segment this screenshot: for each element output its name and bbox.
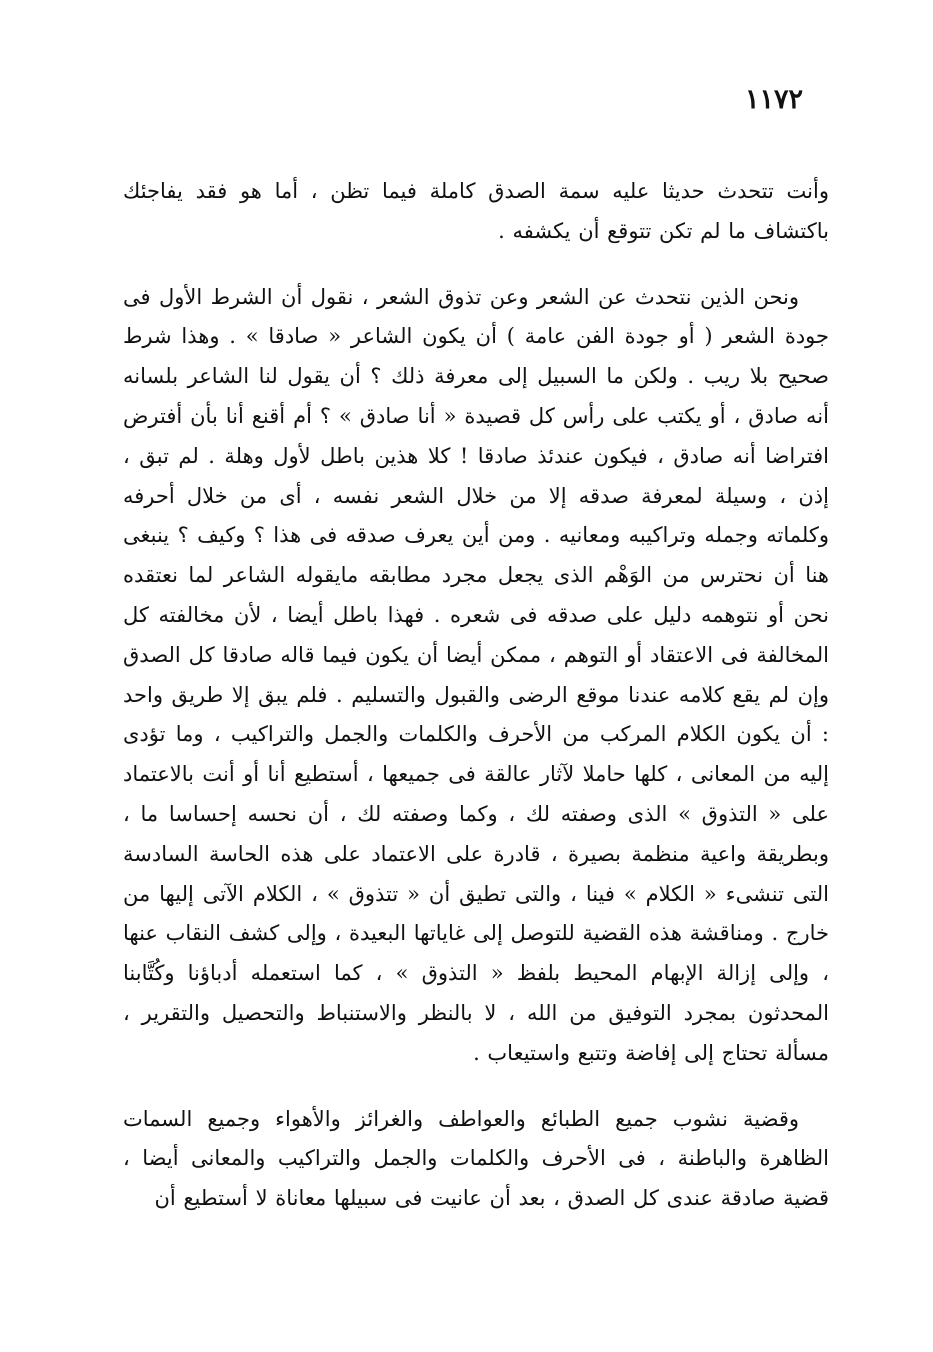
paragraph-final: وقضية نشوب جميع الطبائع والعواطف والغرائز والأهواء وجميع السمات الظاهرة والباطنة ، فى الأحرف والكلمات والجمل والتراكيب والمعانى أيضا ، قضية صادقة عندى كل الصدق ، بعد أن عانيت فى سبيلها معاناة لا أستطيع أن: [123, 1106, 829, 1211]
paragraph-main: ونحن الذين نتحدث عن الشعر وعن تذوق الشعر ، نقول أن الشرط الأول فى جودة الشعر ( أو جودة الفن عامة ) أن يكون الشاعر « صادقا » . وهذا شرط صحيح بلا ريب . ولكن ما السبيل إلى معرفة ذلك ؟ أن يقول لنا الشاعر بلسانه أنه صادق ، أو يكتب على رأس كل قصيدة « أنا صادق » ؟ أم أقنع أنا بأن أفترض افتراضا أنه صادق ، فيكون عندئذ صادقا ! كلا هذين باطل لأول وهلة . لم تبق ، إذن ، وسيلة لمعرفة صدقه إلا من خلال الشعر نفسه ، أى من خلال أحرفه وكلماته وجمله وتراكيبه ومعانيه . ومن أين يعرف صدقه فى هذا ؟ وكيف ؟ ينبغى هنا أن نحترس من الوَهْم الذى يجعل مجرد مطابقه مايقوله الشاعر لما نعتقده نحن أو نتوهمه دليل على صدقه فى شعره . فهذا باطل أيضا ، لأن مخالفته كل المخالفة فى الاعتقاد أو التوهم ، ممكن أيضا أن يكون فيما قاله صادقا كل الصدق وإن لم يقع كلامه عندنا موقع الرضى والقبول والتسليم . فلم يبق إلا طريق واحد : أن يكون الكلام المركب من الأحرف والكلمات والجمل والتراكيب ، وما تؤدى إليه من المعانى ، كلها حاملا لآثار عالقة فى جميعها ، أستطيع أنا أو أنت بالاعتماد على « التذوق » الذى وصفته لك ، وكما وصفته لك ، أن نحسه إحساسا ما ، وبطريقة واعية منظمة بصيرة ، قادرة على الاعتماد على هذه الحاسة السادسة التى تنشىء « الكلام » فينا ، والتى تطيق أن « تتذوق » ، الكلام الآتى إليها من خارج . ومناقشة هذه القضية للتوصل إلى غاياتها البعيدة ، وإلى كشف النقاب عنها ، وإلى إزالة الإبهام المحيط بلفظ « التذوق » ، كما استعمله أدباؤنا وكُتَّابنا المحدثون بمجرد التوفيق من الله ، لا بالنظر والاستنباط والتحصيل والتقرير ، مسألة تحتاج إلى إفاضة وتتبع واستيعاب .: [123, 284, 829, 1065]
page-number: ١١٧٢: [744, 84, 803, 115]
body-text: [123, 172, 829, 1219]
paragraph-continuation: وأنت تتحدث حديثا عليه سمة الصدق كاملة فيما تظن ، أما هو فقد يفاجئك باكتشاف ما لم تكن تتوقع أن يكشفه .: [123, 179, 829, 243]
